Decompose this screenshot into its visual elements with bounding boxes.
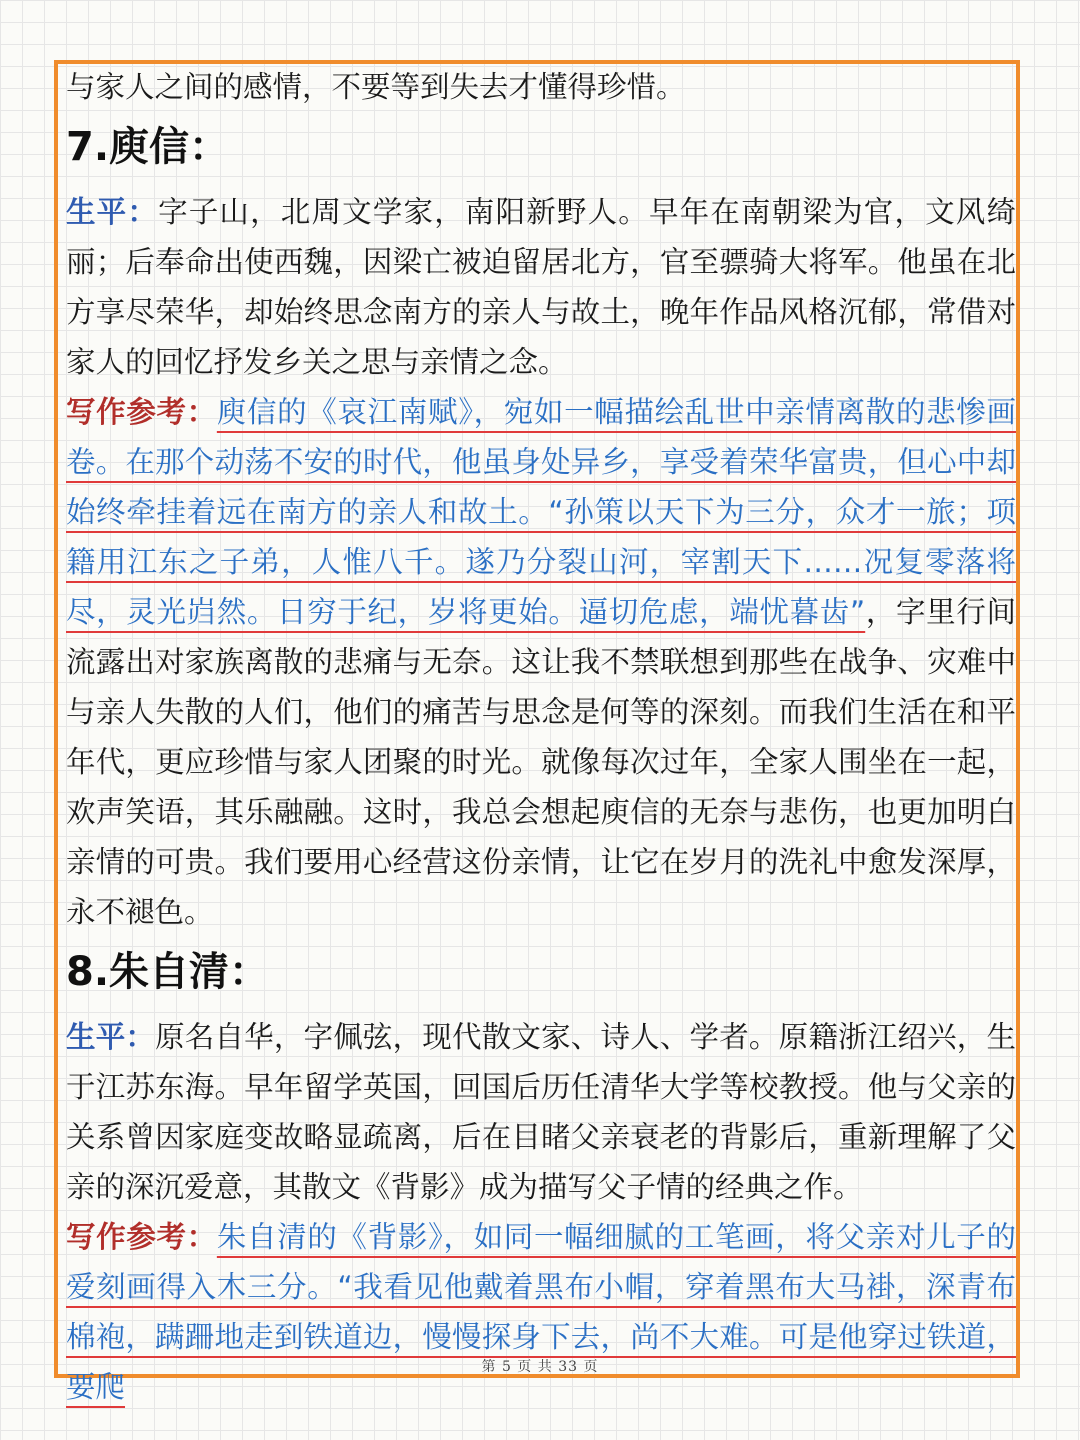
section-heading-yu-xin: 7.庾信： (66, 124, 230, 170)
bio-label: 生平： (66, 195, 159, 229)
bio-text: 原名自华，字佩弦，现代散文家、诗人、学者。原籍浙江绍兴，生于江苏东海。早年留学英国，回国后历任清华大学等校教授。他与父亲的关系曾因家庭变故略显疏离，后在目睹父亲衰老的背影后，重新理解了父亲的深沉爱意，其散文《背影》成为描写父子情的经典之作。 (66, 1020, 1016, 1204)
reference-text: ，字里行间流露出对家族离散的悲痛与无奈。这让我不禁联想到那些在战争、灾难中与亲人失散的人们，他们的痛苦与思念是何等的深刻。而我们生活在和平年代，更应珍惜与家人团聚的时光。就像每次过年，全家人围坐在一起，欢声笑语，其乐融融。这时，我总会想起庾信的无奈与悲伤，也更加明白亲情的可贵。我们要用心经营这份亲情，让它在岁月的洗礼中愈发深厚，永不褪色。 (66, 595, 1016, 929)
intro-paragraph: 与家人之间的感情，不要等到失去才懂得珍惜。 (66, 70, 686, 104)
reference-quote: 朱自清的《背影》，如同一幅细腻的工笔画，将父亲对儿子的爱刻画得入木三分。“我看见他戴着黑布小帽，穿着黑布大马褂，深青布棉袍，蹒跚地走到铁道边，慢慢探身下去，尚不大难。可是他穿过铁道，要爬 (66, 1220, 1016, 1404)
bio-label: 生平： (66, 1020, 156, 1054)
reference-label: 写作参考： (66, 395, 217, 429)
reference-paragraph-yu-xin (66, 387, 1016, 937)
reference-label: 写作参考： (66, 1220, 217, 1254)
reference-paragraph-zhu-ziqing (66, 1212, 1016, 1412)
page-content (66, 62, 1016, 1412)
page-number: 第 5 页 共 33 页 (481, 1359, 599, 1375)
bio-paragraph-yu-xin (66, 187, 1016, 387)
reference-quote: 庾信的《哀江南赋》，宛如一幅描绘乱世中亲情离散的悲惨画卷。在那个动荡不安的时代，他虽身处异乡，享受着荣华富贵，但心中却始终牵挂着远在南方的亲人和故土。“孙策以天下为三分，众才一旅；项籍用江东之子弟，人惟八千。遂乃分裂山河，宰割天下……况复零落将尽，灵光岿然。日穷于纪，岁将更始。逼切危虑，端忧暮齿” (66, 395, 1016, 629)
section-heading-zhu-ziqing: 8.朱自清： (66, 949, 270, 995)
bio-paragraph-zhu-ziqing (66, 1012, 1016, 1212)
bio-text: 字子山，北周文学家，南阳新野人。早年在南朝梁为官，文风绮丽；后奉命出使西魏，因梁亡被迫留居北方，官至骠骑大将军。他虽在北方享尽荣华，却始终思念南方的亲人与故土，晚年作品风格沉郁，常借对家人的回忆抒发乡关之思与亲情之念。 (66, 195, 1016, 379)
